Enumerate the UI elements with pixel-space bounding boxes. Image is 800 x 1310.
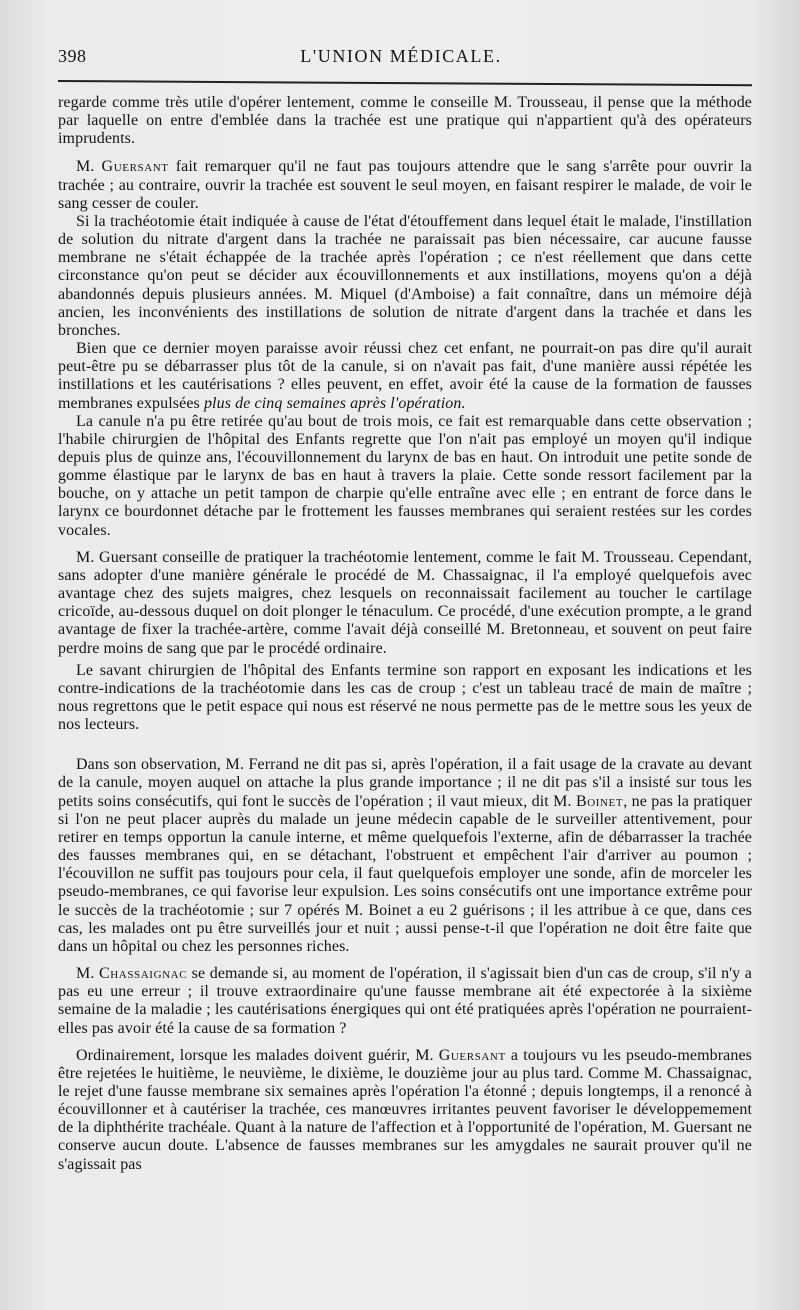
paragraph — [58, 662, 752, 735]
italic-emphasis: plus de cinq semaines après l'opération. — [203, 394, 466, 412]
paragraph-text: a toujours vu les pseudo-membranes être rejetées le huitième, le neuvième, le dixième, le douzième jour au plus tard. Comme M. Chassaignac, le rejet d'une fausse membrane six semaines après l'opération l'a étonné ; depuis longtemps, il a renoncé à écouvillonner et à cautériser la trachée, ces manœuvres irritantes peuvent favoriser le développemement de la diphthérite trachéale. Quant à la nature de l'affection et à l'opportunité de l'opération, M. Guersant ne conserve aucun doute. L'absence de fausses membranes sur les amygdales ne saurait prouver qu'il ne s'agissait pas — [58, 1046, 752, 1173]
speaker-name: Boinet — [575, 792, 624, 810]
paragraph-text: regarde comme très utile d'opérer lentement, comme le conseille M. Trousseau, il pense que la méthode par laquelle on entre d'emblée dans la trachée est une pratique qui n'appartient qu'à des opérateurs imprudents. — [58, 94, 752, 148]
paragraph — [58, 340, 752, 413]
speaker-prefix: M. — [76, 158, 102, 176]
paragraph — [58, 549, 752, 658]
paragraph-text: Si la trachéotomie était indiquée à cause de l'état d'étouffement dans lequel était le malade, l'instillation de solution du nitrate d'argent dans la trachée ne paraissait pas bien nécessaire, car aucune fausse membrane ne s'était échappée de la trachée après l'opération ; ce n'est réellement que dans cette circonstance qu'on peut se décider aux écouvillonnements et aux instillations, moyens qu'on a déjà abandonnés depuis plusieurs années. M. Miquel (d'Amboise) a fait connaître, dans un mémoire déjà ancien, les inconvénients des instillations de solution de nitrate d'argent dans la trachée et dans les bronches. — [58, 212, 752, 339]
paragraph — [58, 756, 752, 956]
paragraph-text: M. Guersant conseille de pratiquer la trachéotomie lentement, comme le fait M. Trousseau. Cependant, sans adopter d'une manière générale le procédé de M. Chassaignac, il l'a employé quelquefois avec avantage chez des sujets maigres, chez lesquels on reconnaissait facilement au toucher le cartilage cricoïde, au-dessous duquel on doit plonger le ténaculum. Ce procédé, d'une exécution prompte, a le grand avantage de fixer la trachée-artère, comme l'avait déjà conseillé M. Bretonneau, et souvent on peut faire perdre moins de sang que par le procédé ordinaire. — [58, 548, 752, 657]
paragraph-text: , ne pas la pratiquer si l'on ne peut placer auprès du malade un jeune médecin capable de le surveiller attentivement, pour retirer en temps opportun la canule interne, et même quelquefois l'externe, afin de débarrasser la trachée des fausses membranes qui, en se détachant, l'obstruent et empêchent l'air d'arriver au poumon ; l'écouvillon ne suffit pas toujours pour cela, il faut quelquefois employer une sonde, afin de morceler les pseudo-membranes, ce qui favorise leur expulsion. Les soins consécutifs ont une importance extrême pour le succès de la trachéotomie ; sur 7 opérés M. Boinet a eu 2 guérisons ; il les attribue à ce que, dans ces cas, les malades ont pu être surveillés jour et nuit ; aussi pense-t-il que l'opération ne doit être faite que dans un hôpital ou chez les personnes riches. — [58, 792, 752, 955]
speaker-name: Guersant — [101, 158, 169, 176]
paragraph-text: La canule n'a pu être retirée qu'au bout de trois mois, ce fait est remarquable dans cette observation ; l'habile chirurgien de l'hôpital des Enfants regrette que l'on n'ait pas employé un moyen qu'il indique depuis plus de quinze ans, l'écouvillonnement du larynx de bas en haut. On introduit une petite sonde de gomme élastique par le larynx de bas en haut à travers la plaie. Cette sonde ressort facilement par la bouche, on y attache un petit tampon de charpie qu'elle entraîne avec elle ; en entrant de force dans le larynx ce bourdonnet détache par le frottement les fausses membranes qui seraient restées sur les cordes vocales. — [58, 412, 752, 539]
paragraph — [58, 213, 752, 340]
running-head — [58, 44, 744, 74]
paragraph — [58, 94, 752, 148]
paragraph — [58, 1047, 752, 1174]
paragraph-text: fait remarquer qu'il ne faut pas toujours attendre que le sang s'arrête pour ouvrir la trachée ; au contraire, ouvrir la trachée est souvent le seul moyen, en faisant respirer le malade, de voir le sang cesser de couler. — [58, 158, 752, 212]
page-number: 398 — [58, 46, 87, 66]
journal-title: L'UNION MÉDICALE. — [300, 46, 502, 66]
article-body — [58, 94, 752, 1174]
header-rule — [58, 80, 752, 86]
paragraph-text: Dans son observation, M. Ferrand ne dit pas si, après l'opération, il a fait usage de la cravate au devant de la canule, moyen auquel on attache la plus grande importance ; il ne dit pas s'il a insisté sur tous les petits soins consécutifs, qui font le succès de l'opération ; il vaut mieux, dit M. — [58, 756, 752, 810]
paragraph — [58, 413, 752, 540]
paragraph-text: se demande si, au moment de l'opération, il s'agissait bien d'un cas de croup, s'il n'y a pas eu une erreur ; il trouve extraordinaire qu'une fausse membrane ait été expectorée à la sixième semaine de la maladie ; les cautérisations énergiques qui ont été pratiquées après l'opération ne pourraient-elles pas avoir été la cause de sa formation ? — [58, 965, 752, 1037]
paragraph-text: Ordinairement, lorsque les malades doivent guérir, M. — [76, 1046, 439, 1064]
speaker-name: Guersant — [438, 1046, 506, 1064]
paragraph — [58, 965, 752, 1038]
speaker-name: Chassaignac — [98, 965, 188, 983]
paragraph — [58, 158, 752, 212]
paragraph-text: Bien que ce dernier moyen paraisse avoir réussi chez cet enfant, ne pourrait-on pas dire qu'il aurait peut-être pu se débarrasser plus tôt de la canule, si on n'avait pas fait, d'une manière aussi répétée les instillations et les cautérisations ? elles peuvent, en effet, avoir été la cause de la formation de fausses membranes expulsées — [58, 340, 752, 412]
speaker-prefix: M. — [76, 965, 99, 983]
paragraph-text: Le savant chirurgien de l'hôpital des Enfants termine son rapport en exposant les indications et les contre-indications de la trachéotomie dans les cas de croup ; c'est un tableau tracé de main de maître ; nous regrettons que le petit espace qui nous est réservé ne nous permette pas de le mettre sous les yeux de nos lecteurs. — [58, 661, 752, 734]
